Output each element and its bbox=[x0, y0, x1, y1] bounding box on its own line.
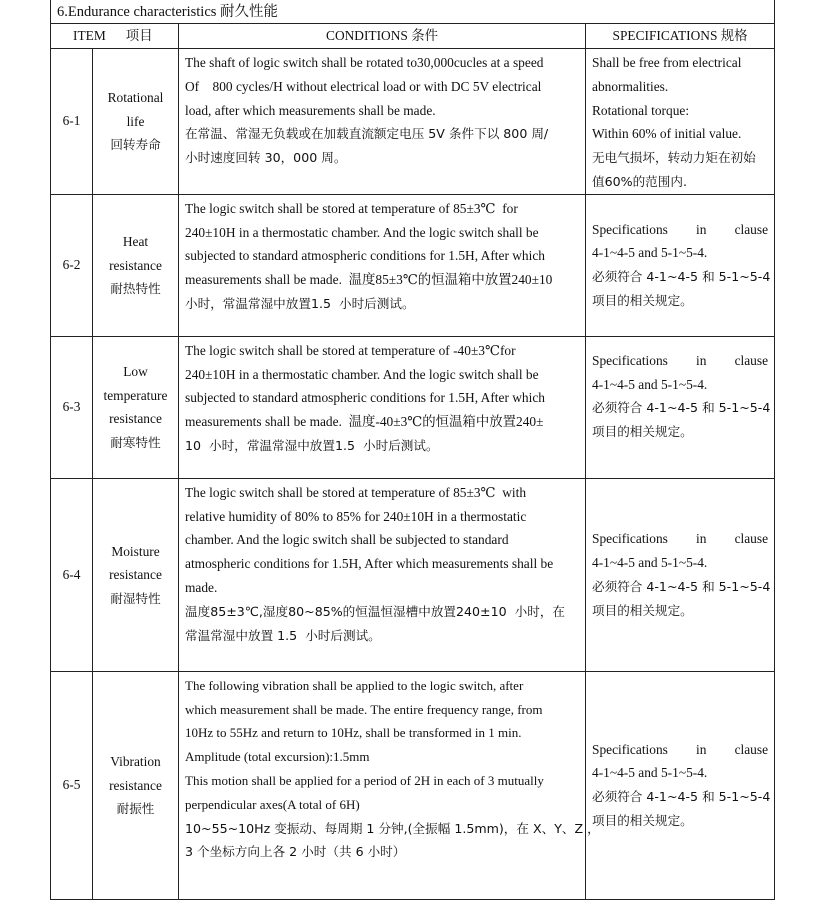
spec-word: in bbox=[696, 221, 707, 237]
conditions-line-cn: 温度85±3℃,湿度80~85%的恒温恒湿槽中放置240±10 小时，在 bbox=[185, 603, 566, 619]
section-title-row bbox=[51, 0, 775, 24]
conditions-line: Amplitude (total excursion):1.5mm bbox=[185, 749, 370, 765]
item-name-cn: 回转寿命 bbox=[110, 137, 161, 153]
conditions-line: The shaft of logic switch shall be rotated to30,000cucles at a speed bbox=[185, 55, 544, 70]
conditions-line: measurements shall be made. 温度85±3℃的恒温箱中放置240±10 bbox=[185, 272, 553, 288]
conditions-line: This motion shall be applied for a period of 2H in each of 3 mutually bbox=[185, 772, 544, 788]
item-name-cn: 耐寒特性 bbox=[110, 434, 161, 450]
header-item: ITEM 项目 bbox=[51, 24, 179, 49]
item-name-line: resistance bbox=[109, 777, 162, 793]
conditions-line: subjected to standard atmospheric conditions for 1.5H, After which bbox=[185, 390, 545, 406]
spec-word: Specifications bbox=[592, 741, 668, 757]
conditions-cell bbox=[179, 194, 586, 336]
endurance-table bbox=[50, 0, 775, 900]
conditions-line: load, after which measurements shall be made. bbox=[185, 102, 436, 118]
spec-word: Specifications bbox=[592, 531, 668, 547]
spec-line: Shall be free from electrical bbox=[592, 55, 742, 70]
conditions-line: The logic switch shall be stored at temperature of 85±3℃ for bbox=[185, 200, 518, 216]
conditions-line: relative humidity of 80% to 85% for 240±10H in a thermostatic bbox=[185, 508, 527, 524]
specifications-cell bbox=[586, 194, 775, 336]
spec-justified-line bbox=[592, 527, 768, 551]
item-number: 6-1 bbox=[51, 49, 93, 195]
item-name-cn: 耐湿特性 bbox=[110, 590, 161, 606]
conditions-line-cn: 小时，常温常湿中放置1.5 小时后测试。 bbox=[185, 295, 415, 311]
spec-line: abnormalities. bbox=[592, 78, 669, 94]
header-specifications: SPECIFICATIONS 规格 bbox=[586, 24, 775, 49]
spec-word: clause bbox=[734, 741, 769, 757]
conditions-line-cn: 常温常湿中放置 1.5 小时后测试。 bbox=[185, 627, 381, 643]
spec-line-cn: 必须符合 4-1~4-5 和 5-1~5-4 bbox=[592, 578, 771, 594]
conditions-line: 240±10H in a thermostatic chamber. And the logic switch shall be bbox=[185, 366, 539, 382]
conditions-line: The following vibration shall be applied to the logic switch, after bbox=[185, 677, 524, 693]
spec-justified-line bbox=[592, 349, 768, 373]
spec-word: Specifications bbox=[592, 352, 668, 368]
conditions-line-cn: 在常温、常湿无负载或在加载直流额定电压 5V 条件下以 800 周/ bbox=[185, 126, 549, 142]
conditions-line: 10Hz to 55Hz and return to 10Hz, shall be transformed in 1 min. bbox=[185, 725, 522, 741]
item-name-line: Low bbox=[123, 364, 148, 380]
spec-line-cn: 项目的相关规定。 bbox=[592, 602, 693, 618]
table-row bbox=[51, 478, 775, 671]
conditions-line-cn: 3 个坐标方向上各 2 小时（共 6 小时） bbox=[185, 844, 406, 860]
spec-word: clause bbox=[734, 221, 769, 237]
table-row bbox=[51, 336, 775, 478]
item-number: 6-2 bbox=[51, 194, 93, 336]
conditions-line-cn: 10~55~10Hz 变振动、每周期 1 分钟,(全振幅 1.5mm)，在 X、Y、Z ， bbox=[185, 820, 600, 836]
spec-justified-line bbox=[592, 218, 768, 242]
conditions-line: made. bbox=[185, 579, 218, 595]
item-name bbox=[93, 194, 179, 336]
conditions-cell bbox=[179, 49, 586, 195]
conditions-line: The logic switch shall be stored at temperature of -40±3℃for bbox=[185, 342, 516, 358]
item-name-line: resistance bbox=[109, 567, 162, 583]
table-row bbox=[51, 671, 775, 899]
conditions-line: perpendicular axes(A total of 6H) bbox=[185, 796, 360, 812]
section-title: 6.Endurance characteristics 耐久性能 bbox=[51, 0, 775, 24]
item-name-line: Heat bbox=[122, 234, 149, 250]
spec-word: in bbox=[696, 741, 707, 757]
spec-line: Rotational torque: bbox=[592, 102, 690, 118]
spec-line-cn: 必须符合 4-1~4-5 和 5-1~5-4 bbox=[592, 269, 771, 285]
item-name bbox=[93, 49, 179, 195]
item-number: 6-4 bbox=[51, 478, 93, 671]
item-name bbox=[93, 478, 179, 671]
item-name-line: Moisture bbox=[111, 543, 160, 559]
header-row bbox=[51, 24, 775, 49]
item-name-line: Vibration bbox=[110, 754, 161, 770]
conditions-line-cn: 10 小时，常温常湿中放置1.5 小时后测试。 bbox=[185, 437, 439, 453]
spec-line: Within 60% of initial value. bbox=[592, 126, 742, 142]
spec-line: 4-1~4-5 and 5-1~5-4. bbox=[592, 376, 708, 392]
specifications-cell bbox=[586, 671, 775, 899]
table-row bbox=[51, 49, 775, 195]
spec-line-cn: 项目的相关规定。 bbox=[592, 293, 693, 309]
conditions-line: The logic switch shall be stored at temperature of 85±3℃ with bbox=[185, 484, 527, 500]
spec-justified-line bbox=[592, 738, 768, 762]
spec-line: 4-1~4-5 and 5-1~5-4. bbox=[592, 554, 708, 570]
item-name bbox=[93, 671, 179, 899]
conditions-line: measurements shall be made. 温度-40±3℃的恒温箱中放置240± bbox=[185, 414, 544, 430]
item-name bbox=[93, 336, 179, 478]
conditions-line-cn: 小时速度回转 30，000 周。 bbox=[185, 150, 347, 166]
spec-word: Specifications bbox=[592, 221, 668, 237]
specifications-cell bbox=[586, 478, 775, 671]
spec-line: 4-1~4-5 and 5-1~5-4. bbox=[592, 245, 708, 261]
spec-word: in bbox=[696, 352, 707, 368]
conditions-line: which measurement shall be made. The entire frequency range, from bbox=[185, 701, 543, 717]
item-name-line: life bbox=[126, 113, 145, 129]
conditions-cell bbox=[179, 336, 586, 478]
spec-line-cn: 必须符合 4-1~4-5 和 5-1~5-4 bbox=[592, 400, 771, 416]
spec-word: clause bbox=[734, 531, 769, 547]
conditions-line: 240±10H in a thermostatic chamber. And the logic switch shall be bbox=[185, 224, 539, 240]
conditions-line: atmospheric conditions for 1.5H, After which measurements shall be bbox=[185, 556, 554, 572]
specifications-cell bbox=[586, 49, 775, 195]
specifications-cell bbox=[586, 336, 775, 478]
item-name-line: temperature bbox=[103, 387, 168, 403]
conditions-line: subjected to standard atmospheric conditions for 1.5H, After which bbox=[185, 248, 545, 264]
spec-line-cn: 无电气损坏，转动力矩在初始 bbox=[592, 150, 756, 166]
table-row bbox=[51, 194, 775, 336]
spec-line-cn: 项目的相关规定。 bbox=[592, 424, 693, 440]
item-name-line: resistance bbox=[109, 257, 162, 273]
conditions-cell bbox=[179, 671, 600, 899]
item-number: 6-3 bbox=[51, 336, 93, 478]
spec-line-cn: 值60%的范围内. bbox=[592, 173, 687, 189]
header-conditions: CONDITIONS 条件 bbox=[179, 24, 586, 49]
conditions-line: chamber. And the logic switch shall be subjected to standard bbox=[185, 532, 509, 548]
spec-line: 4-1~4-5 and 5-1~5-4. bbox=[592, 765, 708, 781]
spec-word: clause bbox=[734, 352, 769, 368]
item-name-cn: 耐热特性 bbox=[110, 281, 161, 297]
conditions-line: Of 800 cycles/H without electrical load or with DC 5V electrical bbox=[185, 78, 542, 94]
item-number: 6-5 bbox=[51, 671, 93, 899]
spec-line-cn: 必须符合 4-1~4-5 和 5-1~5-4 bbox=[592, 789, 771, 805]
item-name-line: Rotational bbox=[107, 90, 164, 106]
spec-line-cn: 项目的相关规定。 bbox=[592, 813, 693, 829]
endurance-spec-sheet bbox=[50, 0, 774, 900]
item-name-cn: 耐振性 bbox=[116, 801, 155, 817]
conditions-cell bbox=[179, 478, 586, 671]
item-name-line: resistance bbox=[109, 411, 162, 427]
spec-word: in bbox=[696, 531, 707, 547]
